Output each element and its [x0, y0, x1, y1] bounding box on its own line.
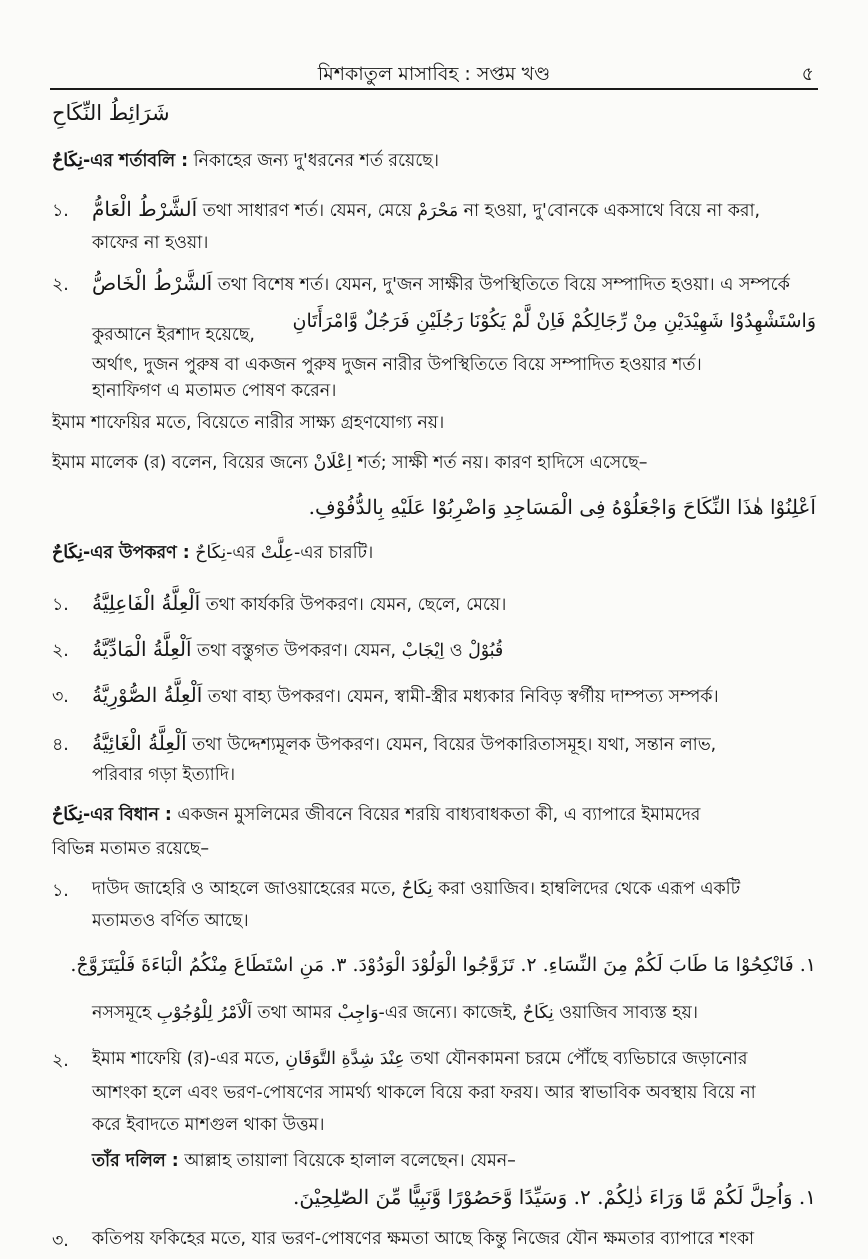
list-number: ৩. — [52, 1231, 69, 1251]
list-item-continuation: আশংকা হলে এবং ভরণ-পোষণের সামর্থ্য থাকলে বিয়ে করা ফরয। আর স্বাভাবিক অবস্থায় বিয়ে না — [92, 1083, 756, 1103]
arabic-term: نِكَاحٌ — [401, 879, 433, 899]
list-item-continuation — [92, 322, 255, 348]
list-item-text: তথা বাহ্য উপকরণ। যেমন, স্বামী-স্ত্রীর মধ্যকার নিবিড় স্বর্গীয় দাম্পত্য সম্পর্ক। — [207, 687, 719, 707]
list-item: কতিপয় ফকিহের মতে, যার ভরণ-পোষণের ক্ষমতা আছে কিন্তু নিজের যৌন ক্ষমতার ব্যাপারে শংকা — [92, 1229, 755, 1249]
list-item-text: ও — [449, 641, 463, 661]
list-item — [92, 590, 506, 618]
arabic-term: وَاجِبْ — [337, 1003, 379, 1023]
list-item-continuation: করে ইবাদতে মাশগুল থাকা উত্তম। — [92, 1115, 325, 1135]
arabic-term: عِلَّتْ — [260, 543, 294, 563]
list-item-continuation — [92, 1000, 698, 1026]
list-item-continuation: পরিবার গড়া ইত্যাদি। — [92, 765, 236, 785]
arabic-term: عِنْدَ شِدَّةِ التَّوَقَانِ — [285, 1049, 405, 1069]
list-item-continuation: কাফের না হওয়া। — [92, 233, 209, 253]
evidence-label: তাঁর দলিল : — [92, 1151, 179, 1171]
list-item-text: তথা যৌনকামনা চরমে পৌঁছে ব্যভিচারে জড়ানোর — [410, 1049, 748, 1069]
paragraph-text: -এর — [226, 543, 256, 563]
list-item-continuation: মতামতও বর্ণিত আছে। — [92, 911, 249, 931]
list-item — [92, 730, 716, 758]
conditions-heading-arabic: نِكَاحٌ — [52, 151, 83, 171]
arabic-term: مَحْرَمْ — [417, 201, 459, 221]
list-item-text: ইমাম শাফেয়ি (র)-এর মতে, — [92, 1049, 280, 1069]
list-item — [92, 1046, 747, 1072]
list-item-text: তথা আমর — [257, 1003, 332, 1023]
list-item — [92, 636, 503, 664]
arabic-term: اَلشَّرْطُ الْخَاصُّ — [92, 271, 213, 295]
list-item-text: দাউদ জাহেরি ও আহলে জাওয়াহেরের মতে, — [92, 879, 397, 899]
ruling-heading-arabic: نِكَاحٌ — [52, 805, 83, 825]
list-number: ১. — [52, 595, 69, 615]
quran-verse: ١. وَاُحِلَّ لَكُمْ مَّا وَرَاءَ ذٰلِكُمْ. ٢. وَسَيِّدًا وَّحَصُوْرًا وَّنَبِيًّا مِّنَ الصّٰلِحِيْنَ. — [292, 1185, 816, 1209]
hadith-text: ١. فَانْكِحُوْا مَا طَابَ لَكُمْ مِنَ النِّسَاءِ. ٢. تَزَوَّجُوا الْوَلُوْدَ الْوَدُوْدَ. ٣. مَنِ اسْتَطَاعَ مِنْكُمُ الْبَاءَةَ فَلْيَتَزَوَّجْ. — [70, 954, 816, 976]
arabic-term: نِكَاحٌ — [522, 1003, 554, 1023]
list-item — [92, 682, 719, 710]
conditions-heading — [52, 148, 439, 174]
causes-heading-label: -এর উপকরণ : — [82, 543, 190, 563]
running-title: মিশকাতুল মাসাবিহ : সপ্তম খণ্ড — [317, 63, 551, 85]
paragraph-continuation: বিভিন্ন মতামত রয়েছে– — [52, 839, 210, 859]
paragraph-text: আল্লাহ তায়ালা বিয়েকে হালাল বলেছেন। যেমন– — [184, 1151, 516, 1171]
arabic-term: اَلْعِلَّةُ الْمَادِّيَّةُ — [92, 637, 192, 661]
list-item-text: তথা বিশেষ শর্ত। যেমন, দু'জন সাক্ষীর উপস্থিতিতে বিয়ে সম্পাদিত হওয়া। এ সম্পর্কে — [217, 275, 790, 295]
page-header — [50, 58, 818, 90]
hadith-text: اَعْلِنُوْا هٰذَا النِّكَاحَ وَاجْعَلُوْهُ فِى الْمَسَاجِدِ وَاضْرِبُوْا عَلَيْهِ بِالدُّفُوْفِ. — [308, 495, 816, 519]
list-number: ৪. — [52, 735, 69, 755]
arabic-heading: شَرَائِطُ النِّكَاحِ — [52, 101, 170, 125]
causes-heading-arabic: نِكَاحٌ — [52, 543, 83, 563]
arabic-term: اَلشَّرْطُ الْعَامُّ — [92, 197, 198, 221]
list-item-text: কুরআনে ইরশাদ হয়েছে, — [92, 325, 255, 345]
ruling-heading — [52, 802, 700, 828]
page-number: ৫ — [801, 63, 814, 85]
arabic-term: نِكَاحٌ — [195, 543, 227, 563]
paragraph: ইমাম শাফেয়ির মতে, বিয়েতে নারীর সাক্ষ্য গ্রহণযোগ্য নয়। — [52, 413, 445, 433]
paragraph-text: ইমাম মালেক (র) বলেন, বিয়ের জন্যে — [52, 453, 308, 473]
list-item-text: তথা সাধারণ শর্ত। যেমন, মেয়ে — [202, 201, 412, 221]
list-number: ২. — [52, 641, 69, 661]
arabic-term: اَلْعِلَّةُ الْغَائِيَّةُ — [92, 731, 187, 755]
conditions-heading-label: -এর শর্তাবলি : — [82, 151, 189, 171]
list-item-text: নসসমূহে — [92, 1003, 152, 1023]
arabic-term: اَلْاَمْرُ لِلْوُجُوْبِ — [156, 1003, 253, 1023]
list-item — [92, 270, 790, 298]
list-item-continuation: হানাফিগণ এ মতামত পোষণ করেন। — [92, 381, 337, 401]
list-item-text: -এর জন্যে। কাজেই, — [378, 1003, 518, 1023]
list-item-text: তথা উদ্দেশ্যমূলক উপকরণ। যেমন, বিয়ের উপকারিতাসমূহ। যথা, সন্তান লাভ, — [192, 735, 717, 755]
causes-heading — [52, 540, 373, 566]
list-item-text: তথা বস্তুগত উপকরণ। যেমন, — [197, 641, 397, 661]
list-number: ২. — [52, 1051, 69, 1071]
list-item-continuation: অর্থাৎ, দুজন পুরুষ বা একজন পুরুষ দুজন নারীর উপস্থিতিতে বিয়ে সম্পাদিত হওয়ার শর্ত। — [92, 355, 702, 375]
arabic-term: اِعْلَانْ — [313, 453, 352, 473]
arabic-term: اِيْجَابْ — [401, 641, 445, 661]
list-number: ২. — [52, 275, 69, 295]
arabic-term: اَلْعِلَّةُ الْفَاعِلِيَّةُ — [92, 591, 201, 615]
evidence-line — [92, 1148, 516, 1174]
list-number: ১. — [52, 201, 69, 221]
conditions-intro: নিকাহের জন্য দু'ধরনের শর্ত রয়েছে। — [193, 151, 439, 171]
ruling-heading-label: -এর বিধান : — [82, 805, 172, 825]
arabic-term: قُبُوْلْ — [468, 641, 504, 661]
list-number: ১. — [52, 881, 69, 901]
paragraph-text: শর্ত; সাক্ষী শর্ত নয়। কারণ হাদিসে এসেছে– — [357, 453, 648, 473]
paragraph-text: -এর চারটি। — [293, 543, 374, 563]
arabic-term: اَلْعِلَّةُ الصُّوْرِيَّةُ — [92, 683, 203, 707]
quran-verse: وَاسْتَشْهِدُوْا شَهِيْدَيْنِ مِنْ رِّجَالِكُمْ فَاِنْ لَّمْ يَكُوْنَا رَجُلَيْنِ فَرَجُلٌ وَّامْرَأَتَانِ — [292, 310, 816, 332]
paragraph-text: একজন মুসলিমের জীবনে বিয়ের শরয়ি বাধ্যবাধকতা কী, এ ব্যাপারে ইমামদের — [177, 805, 701, 825]
list-item-text: করা ওয়াজিব। হাম্বলিদের থেকে এরূপ একটি — [438, 879, 741, 899]
list-item — [92, 876, 740, 902]
list-item-text: না হওয়া, দু'বোনকে একসাথে বিয়ে না করা, — [463, 201, 761, 221]
list-item — [92, 196, 760, 224]
list-item-text: তথা কার্যকরি উপকরণ। যেমন, ছেলে, মেয়ে। — [205, 595, 507, 615]
paragraph — [52, 450, 648, 476]
list-item-text: ওয়াজিব সাব্যস্ত হয়। — [559, 1003, 698, 1023]
list-number: ৩. — [52, 687, 69, 707]
